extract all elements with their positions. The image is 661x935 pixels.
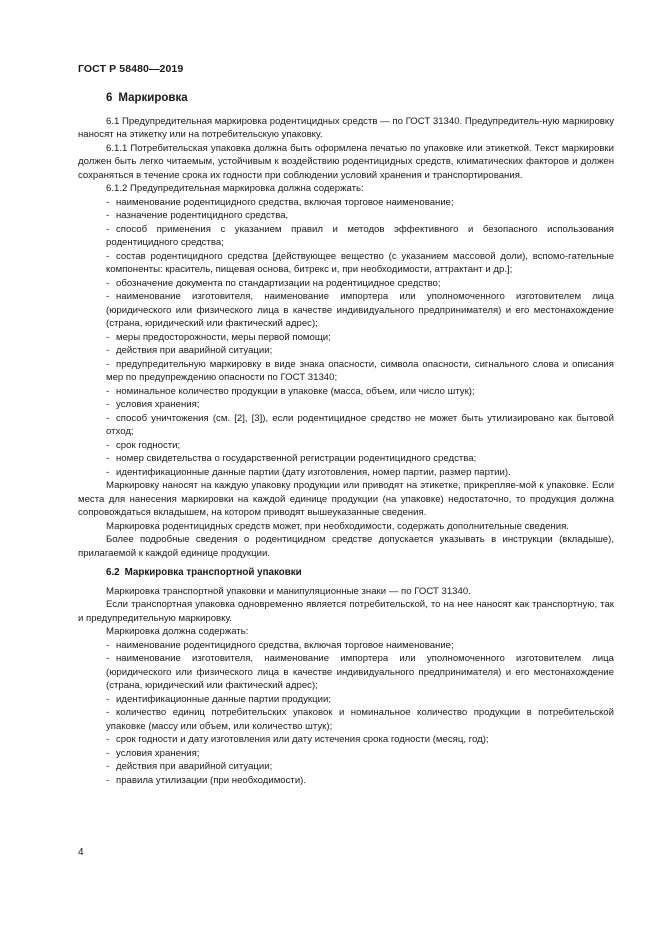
- section-title: Маркировка: [118, 92, 188, 104]
- requirements-list-6-1-2: [78, 196, 614, 480]
- paragraph-additional-info: Маркировка родентицидных средств может, при необходимости, содержать дополнительные сведения.: [106, 520, 569, 532]
- list-item: - действия при аварийной ситуации;: [106, 761, 273, 772]
- page-number: 4: [78, 847, 84, 858]
- list-item: - состав родентицидного средства [действующее вещество (с указанием массовой доли), вспомо-гательные компоненты: краситель, пищевая основа, битрекс и, при необходимости, аттрактант и др.];: [106, 250, 614, 275]
- requirements-list-6-2: [78, 639, 614, 788]
- list-item: - правила утилизации (при необходимости).: [106, 774, 307, 786]
- list-item: - номер свидетельства о государственной регистрации родентицидного средства;: [106, 453, 477, 464]
- list-item: - назначение родентицидного средства,: [106, 210, 289, 221]
- list-item: - условия хранения;: [106, 399, 200, 410]
- section-6-2-heading: [106, 566, 614, 580]
- paragraph-6-1-1: 6.1.1 Потребительская упаковка должна быть оформлена печатью по упаковке или этикеткой. Текст маркировки должен быть легко читаемым, устойчивым к воздействию родентицидных средств, климатических факторов и должен сохраняться в течение срока их годности при соблюдении условий хранения и транспортирования.: [78, 142, 614, 181]
- paragraph-6-2-1: Маркировка транспортной упаковки и манипуляционные знаки — по ГОСТ 31340.: [106, 585, 471, 597]
- list-item: - номинальное количество продукции в упаковке (масса, объем, или число штук);: [106, 385, 475, 397]
- list-item: - наименование родентицидного средства, включая торговое наименование;: [106, 639, 454, 651]
- paragraph-instructions: Более подробные сведения о родентицидном средстве допускается указывать в инструкции (вкладыше), прилагаемой к каждой единице продукции.: [78, 534, 614, 559]
- list-item: - идентификационные данные партии (дату изготовления, номер партии, размер партии).: [106, 466, 511, 478]
- paragraph-6-2-3: Маркировка должна содержать:: [106, 626, 249, 637]
- paragraph-labeling-placement: Маркировку наносят на каждую упаковку продукции или приводят на этикетке, прикрепляе-мой к упаковке. Если места для нанесения маркировки на каждой единице продукции (на упаковке) недостаточно, то продукция должна сопровождаться вкладышем, на котором приводят вышеуказанные сведения.: [78, 480, 614, 518]
- list-item: - способ применения с указанием правил и методов эффективного и безопасного использования родентицидного средства;: [106, 223, 614, 248]
- page-content: [78, 92, 614, 787]
- list-item: - наименование родентицидного средства, включая торговое наименование;: [106, 196, 454, 208]
- list-item: - срок годности;: [106, 439, 181, 451]
- paragraph-6-1: 6.1 Предупредительная маркировка родентицидных средств — по ГОСТ 31340. Предупредитель-ную маркировку наносят на этикетку или на потребительскую упаковку.: [78, 115, 614, 140]
- list-item: - обозначение документа по стандартизации на родентицидное средство;: [106, 277, 441, 289]
- list-item: - способ уничтожения (см. [2], [3]), если родентицидное средство не может быть утилизировано как бытовой отход;: [106, 412, 614, 437]
- list-item: - предупредительную маркировку в виде знака опасности, символа опасности, сигнального слова и описания мер по предупреждению опасности по ГОСТ 31340;: [106, 358, 614, 383]
- subsection-title: Маркировка транспортной упаковки: [124, 567, 302, 578]
- paragraph-6-2-2: Если транспортная упаковка одновременно является потребительской, то на нее наносят как транспортную, так и предупредительную маркировку.: [78, 599, 614, 624]
- list-item: - идентификационные данные партии продукции;: [106, 693, 332, 705]
- list-item: - меры предосторожности, меры первой помощи;: [106, 331, 331, 343]
- list-item: - действия при аварийной ситуации;: [106, 345, 273, 356]
- list-item: - наименование изготовителя, наименование импортера или уполномоченного изготовителем лица (юридического или физического лица в качестве индивидуального предпринимателя) и его местонахождение (страна, юридический или фактический адрес);: [106, 291, 614, 329]
- list-item: - наименование изготовителя, наименование импортера или уполномоченного изготовителем лица (юридического или физического лица в качестве индивидуального предпринимателя) и его местонахождение (страна, юридический или фактический адрес);: [106, 653, 614, 691]
- section-6-heading: [106, 92, 614, 106]
- paragraph-6-1-2: 6.1.2 Предупредительная маркировка должна содержать:: [106, 183, 364, 194]
- list-item: - условия хранения;: [106, 747, 200, 759]
- section-number: 6: [106, 92, 113, 104]
- list-item: - количество единиц потребительских упаковок и номинальное количество продукции в потребительской упаковке (массу или объем, или количество штук);: [106, 707, 614, 732]
- document-header: ГОСТ Р 58480—2019: [78, 63, 184, 75]
- subsection-number: 6.2: [106, 567, 120, 578]
- list-item: - срок годности и дату изготовления или дату истечения срока годности (месяц, год);: [106, 734, 489, 745]
